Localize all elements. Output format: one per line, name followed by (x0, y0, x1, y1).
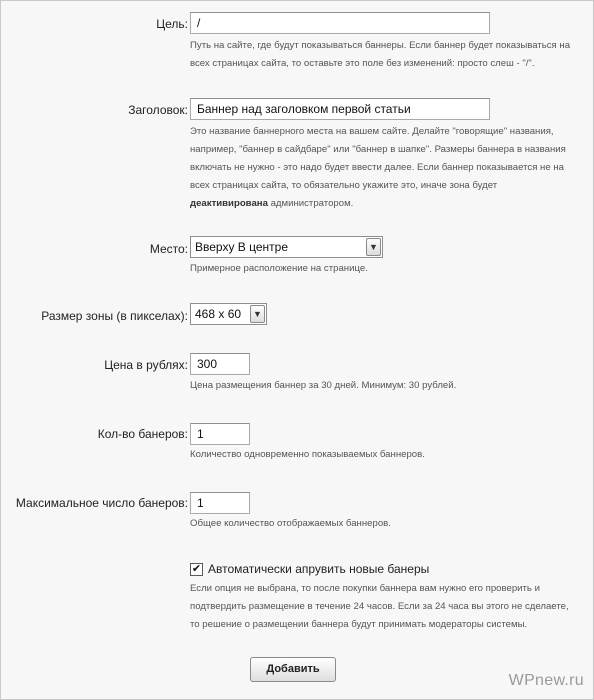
chevron-down-icon[interactable]: ▼ (366, 238, 381, 256)
max-label: Максимальное число банеров: (15, 496, 188, 510)
count-help: Количество одновременно показываемых баннеров. (190, 449, 425, 460)
goal-input[interactable] (190, 12, 490, 34)
count-label: Кол-во банеров: (97, 427, 188, 441)
place-select[interactable] (190, 236, 383, 258)
title-help-bold: деактивирована (190, 198, 268, 209)
size-select-value: 468 x 60 (195, 307, 242, 321)
max-input[interactable] (190, 492, 250, 514)
place-label: Место: (149, 242, 188, 256)
size-select[interactable] (190, 303, 267, 325)
price-label: Цена в рублях: (104, 358, 188, 372)
title-help-tail: администратором. (267, 198, 354, 209)
title-label: Заголовок: (128, 103, 188, 117)
title-help (190, 123, 575, 213)
goal-help: Путь на сайте, где будут показываться баннеры. Если баннер будет показываться на всех страницах сайта, то оставьте это поле без изменений: просто слеш - "/". (190, 40, 571, 69)
auto-approve-checkbox[interactable]: ✔ (191, 563, 202, 575)
count-input[interactable] (190, 423, 250, 445)
auto-approve-help: Если опция не выбрана, то после покупки баннера вам нужно его проверить и подтвердить размещение в течение 24 часов. Если за 24 часа вы этого не сделаете, то решение о размещении баннера будут принимать модераторы системы. (190, 583, 569, 630)
watermark: WPnew.ru (508, 672, 584, 689)
price-help: Цена размещения баннер за 30 дней. Минимум: 30 рублей. (190, 380, 457, 391)
size-label: Размер зоны (в пикселах): (41, 309, 188, 323)
goal-label: Цель: (156, 17, 188, 31)
title-help-text: Это название баннерного места на вашем сайте. Делайте "говорящие" названия, например, "баннер в сайдбаре" или "баннер в шапке". Размеры баннера в названия включать не нужно - это надо будет ввести далее. Если баннер показывается не на всех страницах сайта, то обязательно укажите это, иначе зона будет (190, 126, 566, 191)
chevron-down-icon[interactable]: ▼ (250, 305, 265, 323)
place-help: Примерное расположение на странице. (190, 263, 368, 274)
title-input[interactable] (190, 98, 490, 120)
max-help: Общее количество отображаемых баннеров. (190, 518, 391, 529)
add-button[interactable]: Добавить (250, 657, 336, 682)
auto-approve-label[interactable]: Автоматически апрувить новые банеры (208, 562, 430, 576)
place-select-value: Вверху В центре (195, 240, 289, 254)
price-input[interactable] (190, 353, 250, 375)
